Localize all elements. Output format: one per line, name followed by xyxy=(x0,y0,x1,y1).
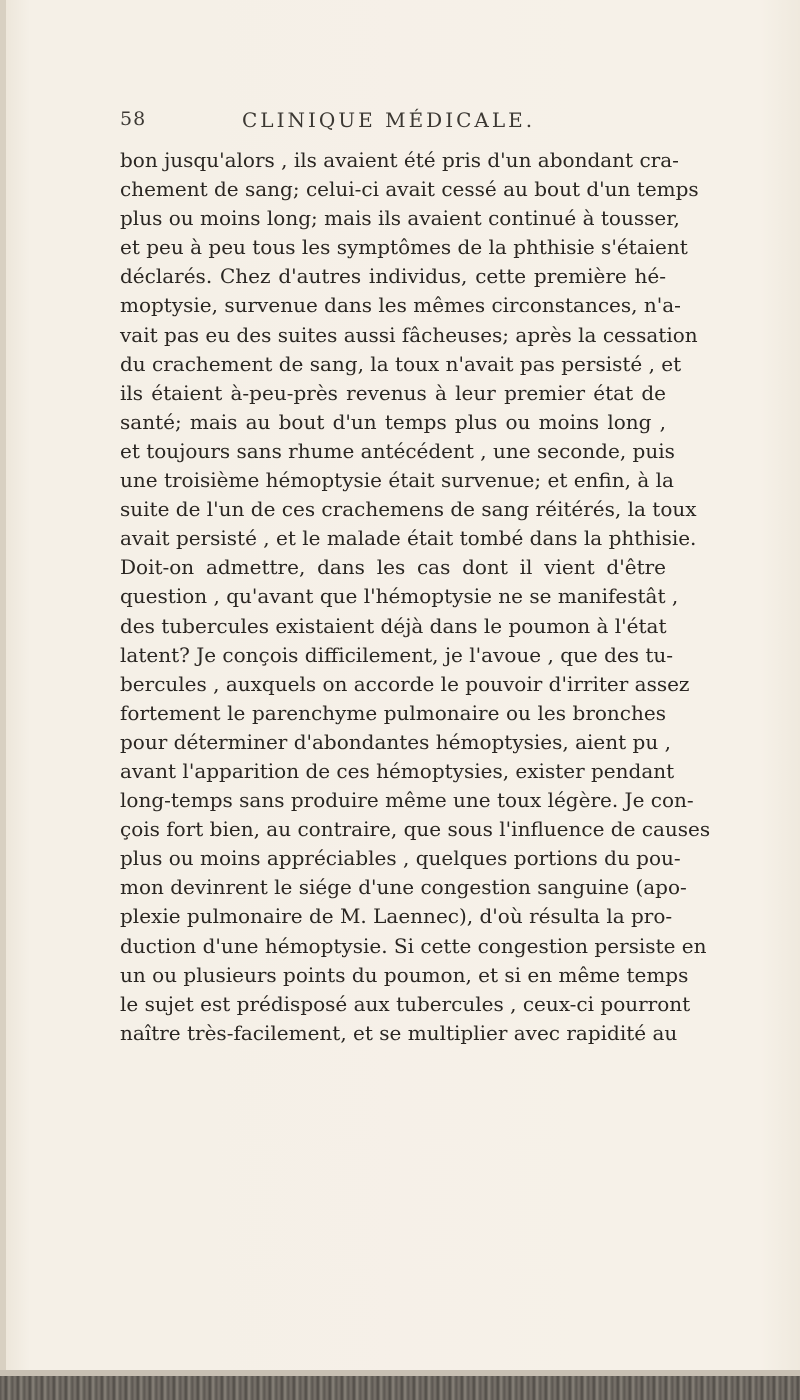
text-line: plexie pulmonaire de M. Laennec), d'où résulta la pro- xyxy=(120,904,673,929)
text-line: çois fort bien, au contraire, que sous l'influence de causes xyxy=(120,817,711,842)
text-line: vait pas eu des suites aussi fâcheuses; après la cessation xyxy=(120,322,698,347)
text-line: des tubercules existaient déjà dans le poumon à l'état xyxy=(120,613,667,638)
text-line: pour déterminer d'abondantes hémoptysies, aient pu , xyxy=(120,729,671,754)
text-line: le sujet est prédisposé aux tubercules , ceux-ci pourront xyxy=(120,991,691,1016)
text-line: santé; mais au bout d'un temps plus ou moins long , xyxy=(120,409,666,434)
text-line: un ou plusieurs points du poumon, et si en même temps xyxy=(120,962,689,987)
running-head: CLINIQUE MÉDICALE. xyxy=(242,108,536,132)
text-line: mon devinrent le siége d'une congestion sanguine (apo- xyxy=(120,875,687,900)
text-line: fortement le parenchyme pulmonaire ou les bronches xyxy=(120,700,666,725)
text-line: question , qu'avant que l'hémoptysie ne se manifestât , xyxy=(120,584,679,609)
text-line: plus ou moins appréciables , quelques portions du pou- xyxy=(120,846,681,871)
text-line: et peu à peu tous les symptômes de la phthisie s'étaient xyxy=(120,235,688,260)
text-line: long-temps sans produire même une toux légère. Je con- xyxy=(120,788,694,813)
text-line: déclarés. Chez d'autres individus, cette première hé- xyxy=(120,264,666,289)
body-text xyxy=(120,146,711,1048)
text-line: du crachement de sang, la toux n'avait pas persisté , et xyxy=(120,351,682,376)
text-line: bercules , auxquels on accorde le pouvoir d'irriter assez xyxy=(120,671,690,696)
text-line: ils étaient à-peu-près revenus à leur premier état de xyxy=(120,380,666,405)
scan-bottom-edge xyxy=(0,1376,800,1400)
text-line: suite de l'un de ces crachemens de sang réitérés, la toux xyxy=(120,497,697,522)
text-line: duction d'une hémoptysie. Si cette congestion persiste en xyxy=(120,933,707,958)
text-line: avait persisté , et le malade était tombé dans la phthisie. xyxy=(120,526,697,551)
text-line: plus ou moins long; mais ils avaient continué à tousser, xyxy=(120,206,680,231)
page-number: 58 xyxy=(120,108,147,130)
text-line: une troisième hémoptysie était survenue; et enfin, à la xyxy=(120,468,674,493)
page-binding-edge xyxy=(0,0,6,1400)
text-line: naître très-facilement, et se multiplier avec rapidité au xyxy=(120,1020,678,1045)
text-line: latent? Je conçois difficilement, je l'avoue , que des tu- xyxy=(120,642,674,667)
text-line: chement de sang; celui-ci avait cessé au bout d'un temps xyxy=(120,177,699,202)
page-header xyxy=(120,108,680,138)
text-line: Doit-on admettre, dans les cas dont il vient d'être xyxy=(120,555,666,580)
text-line: avant l'apparition de ces hémoptysies, exister pendant xyxy=(120,758,675,783)
text-line: bon jusqu'alors , ils avaient été pris d'un abondant cra- xyxy=(120,148,679,172)
text-line: moptysie, survenue dans les mêmes circonstances, n'a- xyxy=(120,293,681,318)
text-line: et toujours sans rhume antécédent , une seconde, puis xyxy=(120,438,675,463)
